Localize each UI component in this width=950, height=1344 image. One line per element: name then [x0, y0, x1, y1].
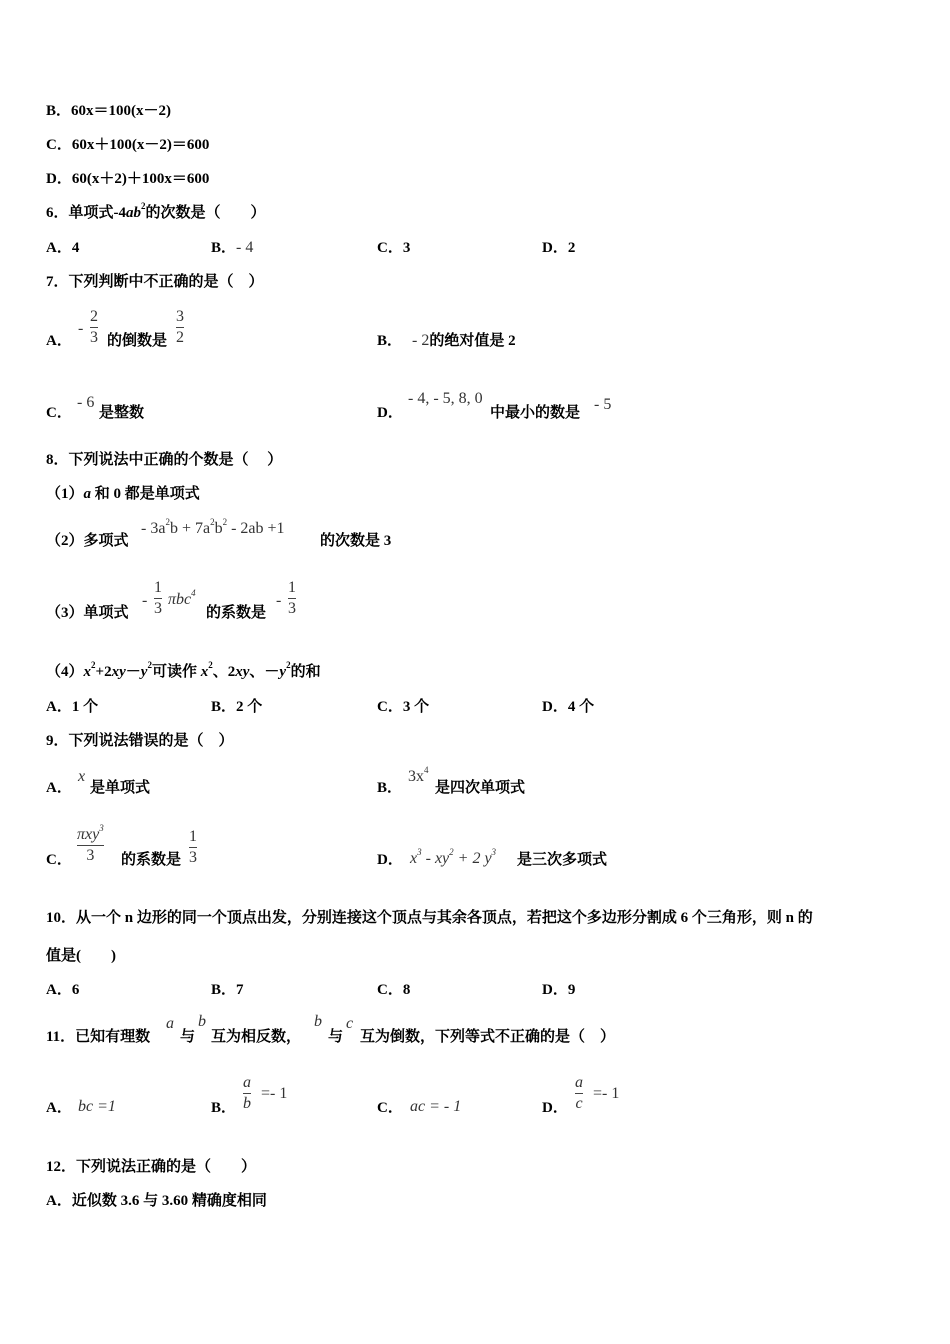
fraction-numerator: 2 [90, 308, 98, 325]
fraction-numerator: a [575, 1074, 583, 1091]
q8-option-d: D．4 个 [542, 699, 595, 715]
math-term: - 3a [141, 520, 166, 537]
q9-option-a-label: A． [46, 780, 72, 796]
fraction-bar [77, 845, 104, 846]
math-exponent: 2 [286, 660, 291, 670]
math-x: x [200, 664, 209, 680]
fraction-numerator: 1 [189, 828, 197, 845]
q8-statement-4 [46, 662, 321, 682]
q8-statement-3-math [168, 588, 196, 609]
q9-option-a-text: 是单项式 [90, 780, 151, 796]
q7-option-b-label: B． [377, 333, 403, 349]
q11-stem-part-2: 与 [180, 1029, 196, 1045]
q7-option-c-math: - 6 [77, 394, 95, 411]
q6-variable: ab [126, 205, 141, 221]
fraction-bar [176, 327, 184, 328]
q7-option-d-label: D． [377, 405, 403, 421]
q11-option-d-fraction [575, 1074, 583, 1113]
math-term: b [214, 520, 223, 537]
math-y: y [140, 664, 148, 680]
math-operator: － [125, 664, 141, 680]
q6-stem-tail: 的次数是（ ） [145, 205, 266, 221]
q11-var-c: c [346, 1015, 354, 1032]
fraction-denominator: 3 [86, 847, 95, 864]
q12-option-a: A．近似数 3.6 与 3.60 精确度相同 [46, 1193, 267, 1209]
fraction-numerator [77, 823, 104, 844]
fraction-numerator: 1 [154, 579, 162, 596]
q9-option-c-fraction-2 [189, 828, 197, 867]
statement-variable: a [83, 486, 92, 502]
statement-number: （1） [46, 486, 84, 502]
math-x: x [83, 664, 92, 680]
math-term: + 2 y [453, 850, 492, 867]
q5-option-c: C．60x＋100(x－2)＝600 [46, 137, 210, 153]
statement-text: 、－ [249, 664, 280, 680]
q7-option-b-math: - 2 [412, 332, 430, 349]
fraction-bar [288, 598, 296, 599]
q11-stem-part-4: 与 [328, 1029, 344, 1045]
q5-option-b: B．60x＝100(x－2) [46, 103, 171, 119]
fraction-denominator: b [243, 1095, 251, 1112]
math-exponent: 3 [99, 823, 104, 833]
q8-statement-3-label: （3）单项式 [46, 605, 129, 621]
q10-stem-line-2: 值是( ) [46, 948, 116, 964]
q7-option-d-text: 中最小的数是 [490, 405, 581, 421]
math-exponent: 4 [424, 765, 429, 775]
q11-var-a: a [166, 1015, 174, 1032]
q11-stem-part-1: 11．已知有理数 [46, 1029, 151, 1045]
q8-statement-1 [46, 484, 200, 504]
q7-option-d-math: - 4, - 5, 8, 0 [408, 390, 483, 407]
q6-stem [46, 203, 266, 223]
math-exponent: 2 [208, 660, 213, 670]
q11-option-b-label: B． [211, 1100, 237, 1116]
q7-option-d-math-2: - 5 [594, 396, 612, 413]
fraction-denominator: c [575, 1095, 583, 1112]
fraction-numerator: 3 [176, 308, 184, 325]
math-term: 3x [408, 768, 424, 785]
q6-option-b-math: - 4 [236, 239, 254, 256]
q8-statement-2-text: 的次数是 3 [320, 533, 392, 549]
q11-option-d-rhs: =- 1 [593, 1085, 620, 1102]
q8-option-b: B．2 个 [211, 699, 263, 715]
q11-option-c-label: C． [377, 1100, 403, 1116]
fraction-bar [243, 1093, 251, 1094]
math-term: x [410, 850, 418, 867]
q11-option-b-fraction [243, 1074, 251, 1113]
math-term: - xy [421, 850, 450, 867]
math-term: πbc [168, 591, 192, 608]
q7-option-b [377, 331, 516, 351]
q9-option-d-text: 是三次多项式 [517, 852, 608, 868]
q10-option-d: D．9 [542, 982, 576, 998]
statement-number: （4） [46, 664, 84, 680]
statement-text: 和 0 都是单项式 [91, 486, 200, 502]
fraction-numerator: a [243, 1074, 251, 1091]
fraction-denominator: 3 [288, 600, 296, 617]
fraction-denominator: 3 [90, 329, 98, 346]
math-term: b + 7a [169, 520, 211, 537]
math-exponent: 2 [147, 660, 152, 670]
math-exponent: 3 [417, 847, 422, 857]
math-exponent: 2 [210, 517, 215, 527]
q8-statement-2-math [141, 517, 285, 538]
q11-stem-part-5: 互为倒数，下列等式不正确的是（ ） [360, 1029, 616, 1045]
q11-option-d-label: D． [542, 1100, 568, 1116]
q8-statement-3-fraction [154, 579, 162, 618]
math-xy: xy [111, 664, 126, 680]
q12-stem: 12．下列说法正确的是（ ） [46, 1159, 257, 1175]
q7-option-a-text: 的倒数是 [107, 333, 168, 349]
math-exponent: 2 [449, 847, 454, 857]
fraction-bar [189, 847, 197, 848]
q9-option-c-text: 的系数是 [121, 852, 182, 868]
math-exponent: 4 [191, 588, 196, 598]
q9-option-a-math: x [78, 768, 86, 785]
math-term: πxy [77, 826, 100, 843]
q11-option-c-math: ac = - 1 [410, 1098, 462, 1115]
q5-option-d: D．60(x＋2)＋100x＝600 [46, 171, 210, 187]
q8-statement-3-text: 的系数是 [206, 605, 267, 621]
q11-var-b: b [198, 1013, 206, 1030]
q7-option-b-text: 的绝对值是 2 [429, 333, 516, 349]
q7-option-c-text: 是整数 [99, 405, 145, 421]
fraction-denominator: 3 [189, 849, 197, 866]
q6-option-d: D．2 [542, 240, 576, 256]
math-exponent: 2 [91, 660, 96, 670]
q8-statement-2-label: （2）多项式 [46, 533, 129, 549]
q11-option-b-rhs: =- 1 [261, 1085, 288, 1102]
q11-stem-part-3: 互为相反数， [211, 1029, 302, 1045]
statement-text: 、2 [212, 664, 236, 680]
q7-option-c-label: C． [46, 405, 72, 421]
q6-option-b-label: B． [211, 240, 237, 256]
statement-text: 的和 [290, 664, 321, 680]
q9-option-b-math [408, 765, 429, 786]
q7-option-a-label: A． [46, 333, 72, 349]
q8-stem: 8．下列说法中正确的个数是（ ） [46, 452, 283, 468]
q8-statement-3-fraction-2 [288, 579, 296, 618]
q7-option-a-minus: - [78, 320, 84, 337]
q9-option-d-label: D． [377, 852, 403, 868]
fraction-bar [154, 598, 162, 599]
q11-option-a-math: bc =1 [78, 1098, 116, 1115]
q10-option-a: A．6 [46, 982, 80, 998]
q6-option-a: A．4 [46, 240, 80, 256]
fraction-bar [575, 1093, 583, 1094]
q10-option-b: B．7 [211, 982, 244, 998]
math-exponent: 3 [491, 847, 497, 857]
q10-stem-line-1: 10．从一个 n 边形的同一个顶点出发，分别连接这个顶点与其余各顶点，若把这个多边形分割成 6 个三角形，则 n 的 [46, 910, 813, 926]
fraction-denominator: 2 [176, 329, 184, 346]
q10-option-c: C．8 [377, 982, 411, 998]
math-exponent: 2 [222, 517, 228, 527]
q6-exponent: 2 [141, 201, 146, 211]
math-y: y [279, 664, 287, 680]
q9-stem: 9．下列说法错误的是（ ） [46, 733, 234, 749]
q9-option-c-label: C． [46, 852, 72, 868]
q11-var-b-2: b [314, 1013, 322, 1030]
math-exponent: 2 [165, 517, 170, 527]
q6-option-b [211, 238, 253, 258]
math-term: - 2ab +1 [227, 520, 285, 537]
q7-option-a-fraction-2 [176, 308, 184, 347]
math-xy: xy [235, 664, 250, 680]
math-term: +2 [95, 664, 112, 680]
q8-option-c: C．3 个 [377, 699, 430, 715]
q9-option-b-text: 是四次单项式 [435, 780, 526, 796]
q6-option-c: C．3 [377, 240, 411, 256]
q8-statement-3-minus-2: - [276, 592, 282, 609]
statement-text: 可读作 [151, 664, 201, 680]
fraction-denominator: 3 [154, 600, 162, 617]
q11-option-a-label: A． [46, 1100, 72, 1116]
q6-stem-text: 6．单项式-4 [46, 205, 126, 221]
q7-stem: 7．下列判断中不正确的是（ ） [46, 274, 264, 290]
q7-option-a-fraction [90, 308, 98, 347]
fraction-bar [90, 327, 98, 328]
q8-option-a: A．1 个 [46, 699, 99, 715]
q8-statement-3-minus: - [142, 592, 148, 609]
q9-option-d-math [410, 847, 497, 868]
q9-option-b-label: B． [377, 780, 403, 796]
fraction-numerator: 1 [288, 579, 296, 596]
q9-option-c-fraction [77, 823, 104, 865]
